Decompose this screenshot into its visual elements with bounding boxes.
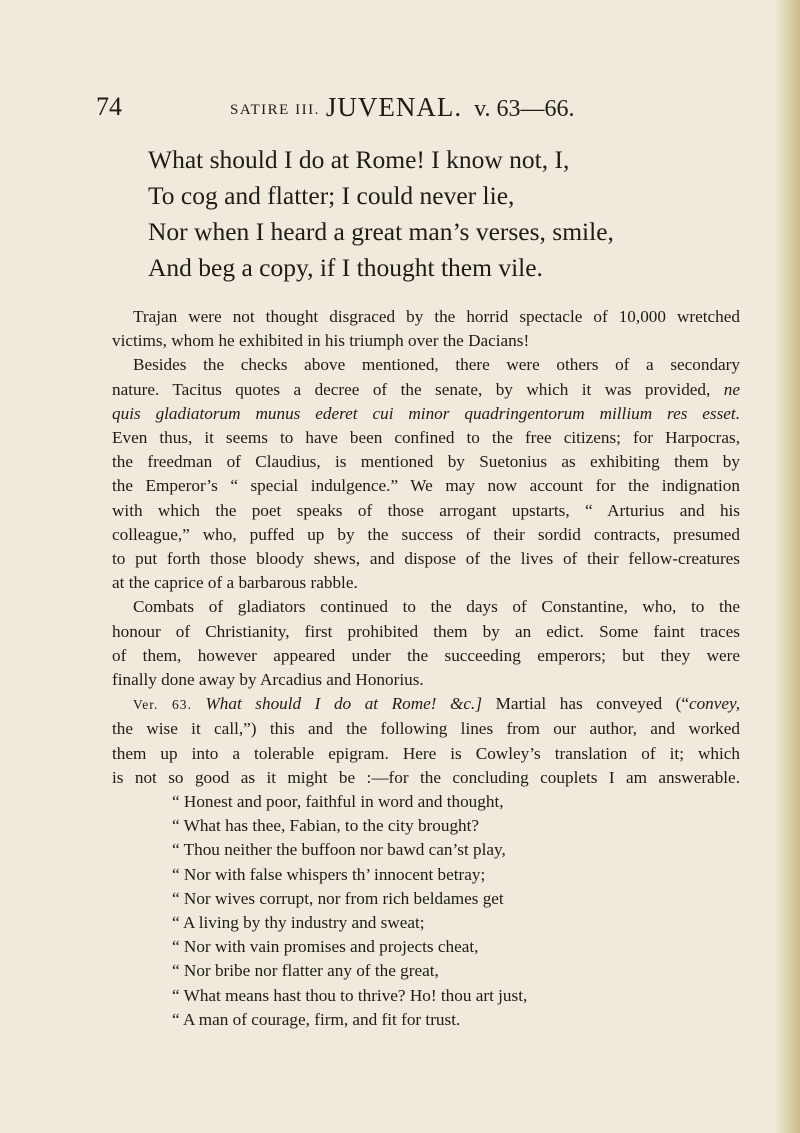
satire-label: SATIRE III. <box>230 102 320 118</box>
verse-line: “ Nor with vain promises and projects cheat, <box>172 937 479 957</box>
page-edge <box>774 0 800 1133</box>
prose-line: Trajan were not thought disgraced by the horrid spectacle of 10,000 wretched <box>133 307 740 326</box>
poem-line: Nor when I heard a great man’s verses, smile, <box>148 217 614 246</box>
verse-line: “ Nor wives corrupt, nor from rich beldames get <box>172 888 504 908</box>
latin-text: ne <box>723 379 740 399</box>
prose-line: honour of Christianity, first prohibited them by an edict. Some faint traces <box>112 621 740 641</box>
prose-line <box>112 692 740 717</box>
verse-line: “ What has thee, Fabian, to the city brought? <box>172 816 480 836</box>
prose-text: Martial has conveyed (“ <box>495 694 689 714</box>
prose-line: finally done away by Arcadius and Honorius. <box>112 670 424 690</box>
verse-range: v. 63—66. <box>474 96 575 122</box>
prose-line: the freedman of Claudius, is mentioned by Suetonius as exhibiting them by <box>112 452 740 472</box>
prose-text: nature. Tacitus quotes a decree of the senate, by which it was provided, <box>112 379 711 399</box>
verse-line: “ Nor with false whispers th’ innocent betray; <box>172 864 486 884</box>
author-name: JUVENAL. <box>325 92 463 122</box>
prose-line: the wise it call,”) this and the following lines from our author, and worked <box>112 719 740 739</box>
verse-line: “ A living by thy industry and sweat; <box>172 913 425 933</box>
prose-line: Besides the checks above mentioned, there were others of a secondary <box>133 355 740 375</box>
prose-line <box>112 402 740 426</box>
verse-line: “ Nor bribe nor flatter any of the great, <box>172 961 439 981</box>
prose-line: is not so good as it might be :—for the concluding couplets I am answerable. <box>112 767 740 787</box>
quoted-line: What should I do at Rome! &c.] <box>205 694 483 714</box>
commentary <box>112 305 740 1032</box>
verse-line: “ A man of courage, firm, and fit for trust. <box>172 1009 461 1029</box>
poem-excerpt <box>148 142 614 286</box>
prose-line <box>112 378 740 402</box>
prose-line: with which the poet speaks of those arrogant upstarts, “ Arturius and his <box>112 500 740 520</box>
prose-line: them up into a tolerable epigram. Here is Cowley’s translation of it; which <box>112 743 740 763</box>
page-number: 74 <box>96 92 122 121</box>
verse-line: “ What means hast thou to thrive? Ho! thou art just, <box>172 985 528 1005</box>
quoted-word: convey, <box>688 694 741 714</box>
latin-text: quis gladiatorum munus ederet cui minor quadringentorum millium res esset. <box>112 403 740 423</box>
prose-line: at the caprice of a barbarous rabble. <box>112 573 358 593</box>
verse-line: “ Thou neither the buffoon nor bawd can’st play, <box>172 840 506 860</box>
prose-line: the Emperor’s “ special indulgence.” We may now account for the indignation <box>112 476 740 496</box>
prose-line: colleague,” who, puffed up by the success of their sordid contracts, presumed <box>112 524 740 544</box>
poem-line: To cog and flatter; I could never lie, <box>148 181 515 210</box>
running-header <box>96 90 736 126</box>
poem-line: And beg a copy, if I thought them vile. <box>148 253 543 282</box>
poem-line: What should I do at Rome! I know not, I, <box>148 145 570 174</box>
running-title <box>230 92 575 123</box>
prose-line: of them, however appeared under the succeeding emperors; but they were <box>112 645 740 665</box>
prose-line: Even thus, it seems to have been confined to the free citizens; for Harpocras, <box>112 428 740 448</box>
verse-reference: Ver. 63. <box>133 697 192 713</box>
prose-line: to put forth those bloody shews, and dispose of the lives of their fellow-creatures <box>112 549 740 569</box>
prose-line: victims, whom he exhibited in his triumph over the Dacians! <box>112 331 530 351</box>
prose-line: Combats of gladiators continued to the days of Constantine, who, to the <box>133 597 740 617</box>
verse-line: “ Honest and poor, faithful in word and thought, <box>172 792 504 812</box>
